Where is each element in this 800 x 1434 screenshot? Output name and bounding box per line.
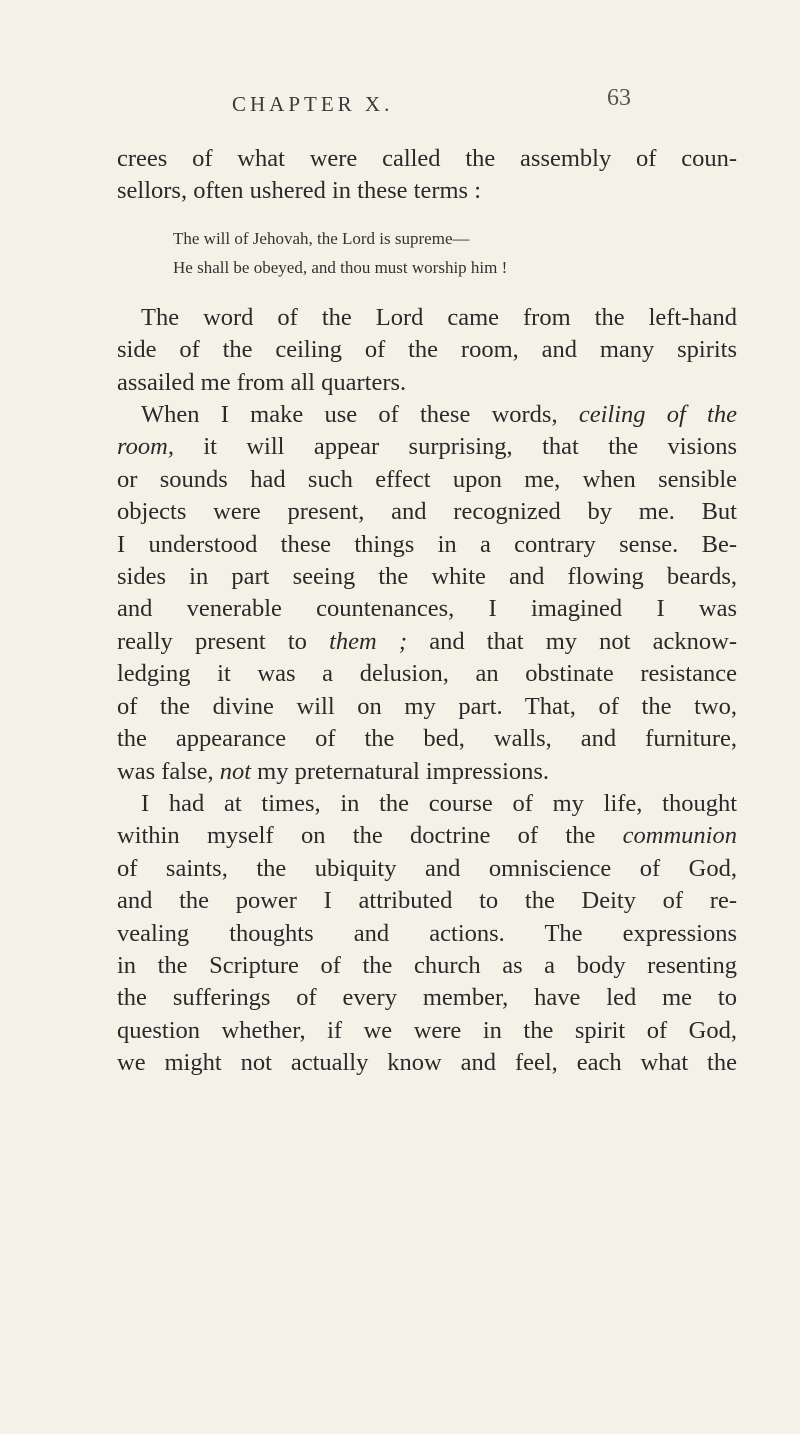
text-run: it will appear surprising, that the visions — [173, 433, 737, 461]
text-run: When I make use of these words, — [141, 401, 579, 429]
body-text — [117, 143, 737, 1080]
text-line: objects were present, and recognized by me. But — [117, 498, 737, 526]
paragraph-2 — [117, 399, 737, 788]
text-line — [117, 399, 737, 431]
text-line: or sounds had such effect upon me, when sensible — [117, 465, 737, 493]
quote-line: The will of Jehovah, the Lord is supreme— — [173, 228, 470, 248]
quote-line: He shall be obeyed, and thou must worship him ! — [173, 257, 508, 277]
text-line — [117, 626, 737, 658]
text-line — [117, 820, 737, 852]
text-line: of saints, the ubiquity and omniscience of God, — [117, 854, 737, 882]
paragraph-1 — [117, 302, 737, 399]
intro-paragraph — [117, 143, 737, 208]
text-line: vealing thoughts and actions. The expressions — [117, 919, 737, 947]
text-line: I had at times, in the course of my life, thought — [141, 789, 737, 817]
text-line: and the power I attributed to the Deity of re- — [117, 887, 737, 915]
text-line — [117, 756, 737, 788]
text-line: sides in part seeing the white and flowing beards, — [117, 563, 737, 591]
text-line: assailed me from all quarters. — [117, 368, 407, 396]
italic-run: communion — [622, 822, 737, 850]
paragraph-3 — [117, 788, 737, 1080]
italic-run: them ; — [329, 627, 408, 655]
text-line: question whether, if we were in the spirit of God, — [117, 1016, 737, 1044]
text-line: in the Scripture of the church as a body resenting — [117, 951, 737, 979]
running-head: CHAPTER X. — [232, 92, 394, 116]
text-line: we might not actually know and feel, each what the — [117, 1049, 737, 1077]
text-line: ledging it was a delusion, an obstinate resistance — [117, 660, 737, 688]
text-line: side of the ceiling of the room, and many spirits — [117, 336, 737, 364]
text-line: I understood these things in a contrary sense. Be- — [117, 530, 737, 558]
page-header — [0, 85, 800, 122]
text-line: crees of what were called the assembly of coun- — [117, 145, 737, 172]
italic-run: not — [219, 757, 252, 785]
text-run: was false, — [117, 757, 220, 785]
text-run: and that my not acknow- — [407, 627, 737, 655]
text-line — [117, 431, 737, 463]
text-run: within myself on the doctrine of the — [117, 822, 623, 850]
page-number: 63 — [607, 85, 631, 111]
text-line: of the divine will on my part. That, of the two, — [117, 692, 737, 720]
text-run: my preternatural impressions. — [251, 757, 550, 785]
text-line: and venerable countenances, I imagined I was — [117, 595, 737, 623]
block-quote — [173, 224, 737, 282]
italic-run: room, — [117, 433, 174, 461]
italic-run: ceiling of the — [578, 401, 737, 429]
text-line: the sufferings of every member, have led me to — [117, 984, 737, 1012]
text-line: the appearance of the bed, walls, and furniture, — [117, 725, 737, 753]
text-line: The word of the Lord came from the left-hand — [141, 303, 737, 331]
text-run: really present to — [117, 627, 330, 655]
text-line: sellors, often ushered in these terms : — [117, 177, 482, 205]
